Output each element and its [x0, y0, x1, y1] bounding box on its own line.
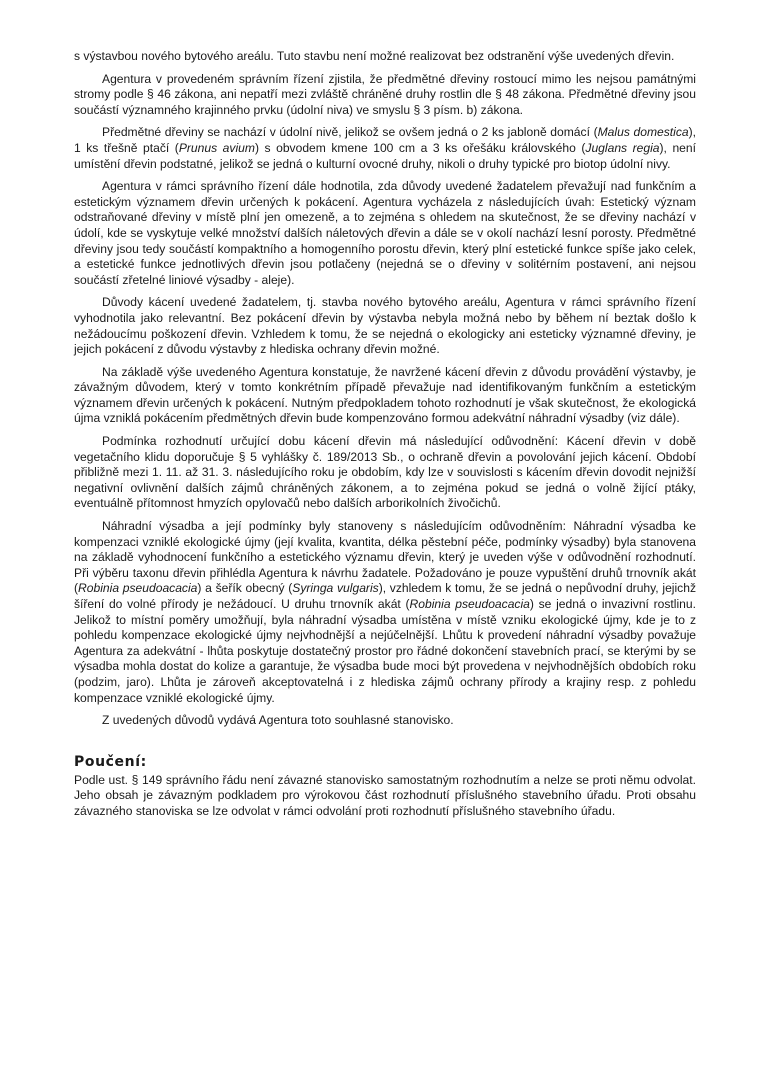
- species-name: Juglans regia: [585, 140, 660, 155]
- body-paragraph: [74, 49, 696, 65]
- paragraph-text: Předmětné dřeviny se nachází v údolní nivě, jelikož se ovšem jedná o 2 ks jabloně domácí (: [102, 125, 598, 140]
- paragraph-text: ), není umístění dřevin podstatné, jelikož se jedná o kulturní ovocné druhy, nikoli o druhy typické pro biotop údolní nivy.: [74, 140, 696, 171]
- document-page: [74, 49, 696, 827]
- paragraph-text: ), 1 ks třešně ptačí (: [74, 125, 697, 155]
- document-body: [74, 49, 696, 729]
- body-paragraph: [74, 179, 696, 288]
- paragraph-text: Agentura v provedeném správním řízení zjistila, že předmětné dřeviny rostoucí mimo les nejsou památnými stromy podle § 46 zákona, ani nepatří mezi zvláště chráněné druhy rostlin dle § 48 zákona. Předmětné dřeviny jsou součástí významného krajinného prvku (údolní niva) ve smyslu § 3 písm. b) zákona.: [74, 71, 696, 117]
- instruction-paragraph: Podle ust. § 149 správního řádu není závazné stanovisko samostatným rozhodnutím a nelze se proti němu odvolat. Jeho obsah je závazným podkladem pro výrokovou část rozhodnutí příslušného stavebního úřadu. Proti obsahu závazného stanoviska se lze odvolat v rámci odvolání proti rozhodnutí příslušného stavebního úřadu.: [74, 772, 696, 818]
- paragraph-text: Agentura v rámci správního řízení dále hodnotila, zda důvody uvedené žadatelem převažují nad funkčním a estetickým významem dřevin určených k pokácení. Agentura vycházela z následujících úvah: Estetický význam odstraňované dřeviny v místě plní jen omezeně, a to zejména s ohledem na skutečnost, že se dřeviny nachází v údolí, kde se vyskytuje velké množství dalších náletových dřevin a dále se v okolí nachází lesní porosty. Předmětné dřeviny jsou tedy součástí kompaktního a homogenního porostu dřevin, který plní estetické funkce spíše jako celek, a estetické funkce jednotlivých dřevin jsou potlačeny (nejedná se o dřeviny v solitérním postavení, ani nejsou součástí zřetelné liniové výsadby - aleje).: [74, 179, 696, 287]
- paragraph-text: Náhradní výsadba a její podmínky byly stanoveny s následujícím odůvodněním: Náhradní výsadba ke kompenzaci vzniklé ekologické újmy (její kvalita, kvantita, délka pěstební péče, podmínky výsadby) byla stanovena na základě vyhodnocení funkčního a estetického významu dřevin, který je uveden výše v odůvodnění rozhodnutí. Při výběru taxonu dřevin přihlédla Agentura k návrhu žadatele. Požadováno je pouze vypuštění druhů trnovník akát (: [74, 519, 696, 596]
- body-paragraph: [74, 519, 696, 706]
- paragraph-text: ) se jedná o invazivní rostlinu. Jelikož to místní poměry umožňují, byla náhradní výsadba umístěna v místě vzniku ekologické újmy, kde je to z pohledu kompenzace ekologické újmy nejvhodnější a nejúčelnější. Lhůtu k provedení náhradní výsadby považuje Agentura za adekvátní - lhůta poskytuje dostatečný prostor pro řádné dokončení stavebních prací, se kterými by se výsadba mohla dostat do kolize a garantuje, že výsadba bude moci být provedena v nejvhodnějších obdobích roku (podzim, jaro). Lhůta je zároveň akceptovatelná i z hlediska zájmů ochrany přírody a krajiny resp. z pohledu kompenzace vzniklé ekologické újmy.: [74, 597, 696, 705]
- paragraph-text: s výstavbou nového bytového areálu. Tuto stavbu není možné realizovat bez odstranění výše uvedených dřevin.: [74, 49, 675, 63]
- body-paragraph: [74, 72, 696, 119]
- paragraph-text: ) s obvodem kmene 100 cm a 3 ks ořešáku královského (: [254, 140, 586, 155]
- species-name: Robinia pseudoacacia: [78, 581, 198, 596]
- body-paragraph: [74, 713, 696, 729]
- paragraph-text: Důvody kácení uvedené žadatelem, tj. stavba nového bytového areálu, Agentura v rámci správního řízení vyhodnotila jako relevantní. Bez pokácení dřevin by výstavba nebyla možná nebo by během ní beztak došlo k nežádoucímu poškození dřevin. Vzhledem k tomu, že se nejedná o ekologicky ani esteticky významné dřeviny, je jejich pokácení z důvodu výstavby z hlediska ochrany dřevin možné.: [74, 295, 696, 357]
- body-paragraph: [74, 434, 696, 512]
- species-name: Malus domestica: [597, 125, 689, 140]
- paragraph-text: Z uvedených důvodů vydává Agentura toto souhlasné stanovisko.: [102, 713, 454, 728]
- body-paragraph: [74, 125, 696, 172]
- paragraph-text: Podmínka rozhodnutí určující dobu kácení dřevin má následující odůvodnění: Kácení dřevin v době vegetačního klidu doporučuje § 5 vyhlášky č. 189/2013 Sb., o ochraně dřevin a povolování jejich kácení. Období přibližně mezi 1. 11. až 31. 3. následujícího roku je obdobím, kdy lze v souvislosti s kácením dřevin dovodit nejnižší negativní ovlivnění dalších zájmů chráněných zákonem, a to zejména pokud se jedná o volně žijící ptáky, eventuálně přítomnost hmyzích opylovačů nebo dalších arborikolních živočichů.: [74, 434, 696, 511]
- species-name: Robinia pseudoacacia: [409, 597, 530, 611]
- paragraph-text: Na základě výše uvedeného Agentura konstatuje, že navržené kácení dřevin z důvodu provádění výstavby, je závažným důvodem, který v tomto konkrétním případě převažuje nad identifikovaným funkčním a estetickým významem dřevin určených k pokácení. Nutným předpokladem tohoto rozhodnutí je však skutečnost, že ekologická újma vzniklá pokácením předmětných dřevin bude kompenzováno formou adekvátní náhradní výsadby (viz dále).: [74, 364, 696, 426]
- instruction-heading: Poučení:: [74, 753, 147, 770]
- paragraph-text: ) a šeřík obecný (: [197, 581, 293, 596]
- species-name: Prunus avium: [178, 140, 255, 155]
- body-paragraph: [74, 295, 696, 357]
- species-name: Syringa vulgaris: [292, 581, 379, 596]
- paragraph-text: ), vzhledem k tomu, že se jedná o nepůvodní druhy, jejichž šíření do volné přírody je nežádoucí. U druhu trnovník akát (: [74, 581, 696, 611]
- body-paragraph: [74, 365, 696, 427]
